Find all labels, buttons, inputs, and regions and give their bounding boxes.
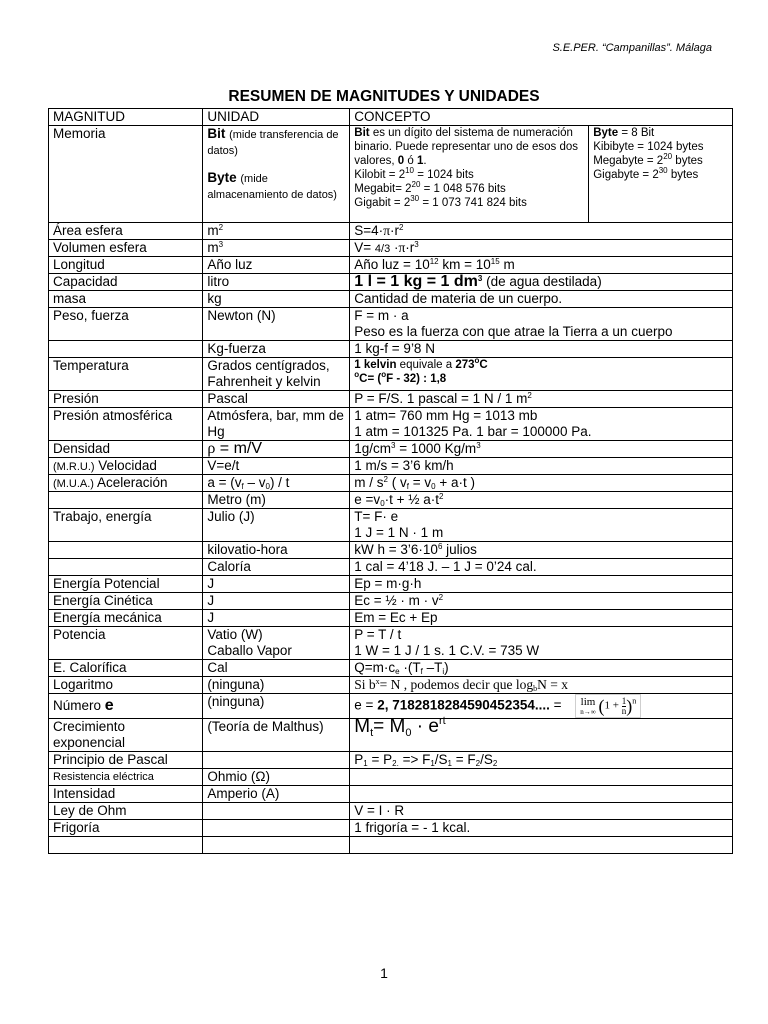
magnitude-cell: Resistencia eléctrica	[49, 769, 203, 786]
formula-text: 273	[455, 359, 475, 371]
table-row	[49, 240, 733, 257]
magnitude-cell	[49, 694, 203, 719]
unit-cell: Grados centígrados, Fahrenheit y kelvin	[203, 358, 350, 391]
unit-exp: 3	[218, 240, 224, 249]
table-row	[49, 752, 733, 769]
formula-text: = N , podemos decir que log	[379, 677, 534, 692]
concept-cell	[350, 358, 733, 391]
magnitude-cell	[49, 837, 203, 854]
unit-cell	[203, 803, 350, 820]
formula-sub: 2	[492, 759, 498, 768]
concept-one: 1	[416, 155, 424, 167]
magnitude-cell: Trabajo, energía	[49, 509, 203, 542]
formula-text: Ec = ½ · m · v	[354, 593, 439, 608]
concept-cell	[350, 408, 733, 441]
magnitude-cell: Memoria	[49, 126, 203, 223]
unit-cell: Pascal	[203, 391, 350, 408]
formula-text: =	[549, 697, 562, 713]
concept-cell	[350, 677, 733, 694]
formula-text: V=	[354, 240, 375, 255]
table-row	[49, 408, 733, 441]
table-row	[49, 257, 733, 274]
magnitude-cell: Principio de Pascal	[49, 752, 203, 769]
unit-cell: Kg-fuerza	[203, 341, 350, 358]
unit-cell: J	[203, 610, 350, 627]
megabit-exp: 20	[411, 180, 421, 189]
unit-cell: J	[203, 593, 350, 610]
unit-cell	[203, 441, 350, 458]
magnitude-cell: E. Calorífica	[49, 660, 203, 677]
unit-text: m	[207, 223, 219, 238]
formula-text: /S	[434, 752, 448, 767]
formula-text: m / s	[354, 475, 384, 490]
formula-text: = 1000 Kg/m	[395, 441, 477, 456]
table-row	[49, 559, 733, 576]
formula-text: (de agua destilada)	[482, 274, 602, 289]
table-row	[49, 769, 733, 786]
formula-text: kW h = 3’6·10	[354, 542, 438, 557]
formula-sub: 0	[380, 499, 385, 508]
formula-sub: 1	[430, 759, 435, 768]
formula-text: ·	[390, 240, 399, 255]
table-row	[49, 542, 733, 559]
formula-text: ·r	[390, 223, 400, 238]
magnitude-symbol-e: e	[104, 697, 114, 714]
formula-text: 1	[604, 699, 611, 712]
unit-cell: V=e/t	[203, 458, 350, 475]
concept-bit-definition: es un dígito del sistema de numeración binario. Puede representar uno de esos dos valores,	[354, 127, 579, 167]
formula-text: N = x	[537, 677, 569, 692]
formula-exp: x	[375, 677, 380, 686]
concept-cell: 1 cal = 4’18 J. – 1 J = 0’24 cal.	[350, 559, 733, 576]
concept-cell	[350, 542, 733, 559]
formula-exp: 3	[477, 274, 483, 283]
magnitude-cell: Densidad	[49, 441, 203, 458]
unit-cell: litro	[203, 274, 350, 291]
formula-text: 1 atm= 760 mm Hg = 1013 mb	[354, 408, 538, 423]
formula-sub: i	[442, 667, 445, 676]
formula-sub: t	[370, 727, 374, 739]
magnitude-text: Número	[53, 698, 105, 713]
formula-exp: 2	[527, 391, 532, 400]
concept-cell	[350, 769, 733, 786]
formula-text: e =v	[354, 492, 381, 507]
formula-text: M	[354, 716, 371, 737]
concept-zero: 0	[397, 155, 405, 167]
formula-text: 1 W = 1 J / 1 s. 1 C.V. = 735 W	[354, 643, 540, 658]
unit-cell: Ohmio (Ω)	[203, 769, 350, 786]
concept-cell	[350, 837, 733, 854]
table-row	[49, 291, 733, 308]
unit-cell: J	[203, 576, 350, 593]
magnitude-cell: Logaritmo	[49, 677, 203, 694]
formula-text: Año luz = 10	[354, 257, 430, 272]
magnitude-cell: Capacidad	[49, 274, 203, 291]
formula-text: )	[444, 660, 449, 675]
unit-cell: Julio (J)	[203, 509, 350, 542]
concept-cell	[350, 752, 733, 769]
formula-text: /S	[480, 752, 493, 767]
lim-text: lim	[580, 696, 596, 708]
formula-fraction: 4/3	[374, 243, 391, 255]
concept-cell	[350, 715, 733, 752]
megabit-value: = 1 048 576 bits	[420, 183, 506, 195]
table-row	[49, 223, 733, 240]
gigabit-value: = 1 073 741 824 bits	[419, 197, 527, 209]
malthus-formula	[354, 716, 445, 737]
formula-exp: n	[632, 696, 637, 706]
formula-text: F - 32) : 1,8	[386, 373, 447, 385]
magnitude-cell: Presión atmosférica	[49, 408, 203, 441]
concept-cell	[350, 274, 733, 291]
concept-cell	[350, 492, 733, 509]
megabyte-exp: 20	[663, 152, 673, 161]
formula-text: = P	[367, 752, 393, 767]
unit-bit: Bit	[207, 126, 226, 141]
formula-text: T= F· e	[354, 509, 399, 524]
table-row	[49, 627, 733, 660]
table-row	[49, 509, 733, 542]
magnitude-cell: masa	[49, 291, 203, 308]
gigabyte-label: Gigabyte = 2	[593, 169, 659, 181]
e-value: 2, 7182818284590452354....	[377, 697, 550, 713]
unit-cell	[203, 820, 350, 837]
formula-text: 1 atm = 101325 Pa. 1 bar = 100000 Pa.	[354, 424, 592, 439]
unit-cell	[203, 475, 350, 492]
concept-cell: 1 frigoría = - 1 kcal.	[350, 820, 733, 837]
table-row	[49, 475, 733, 492]
concept-cell	[350, 694, 733, 719]
table-row	[49, 677, 733, 694]
table-row	[49, 660, 733, 677]
gigabyte-exp: 30	[658, 166, 668, 175]
magnitude-cell: Potencia	[49, 627, 203, 660]
table-row	[49, 341, 733, 358]
unit-cell	[203, 223, 350, 240]
unit-cell	[203, 240, 350, 257]
column-header-magnitude: MAGNITUD	[49, 109, 203, 126]
table-row	[49, 786, 733, 803]
formula-text: ( v	[387, 475, 407, 490]
table-header-row	[49, 109, 733, 126]
formula-text: ·(T	[399, 660, 421, 675]
column-header-unit: UNIDAD	[203, 109, 350, 126]
formula-exp: 2	[438, 593, 444, 602]
formula-exp: 3	[414, 240, 419, 249]
table-row	[49, 694, 733, 719]
formula-sub: f	[406, 482, 409, 491]
table-row	[49, 576, 733, 593]
table-row	[49, 126, 733, 223]
formula-text: = M	[373, 716, 406, 737]
magnitude-cell: Presión	[49, 391, 203, 408]
gigabit-exp: 30	[410, 194, 420, 203]
concept-cell	[350, 660, 733, 677]
formula-text: ·r	[405, 240, 415, 255]
degree-symbol: o	[354, 370, 360, 379]
concept-cell: Cantidad de materia de un cuerpo.	[350, 291, 733, 308]
formula-sub: 0	[431, 482, 436, 491]
concept-cell	[350, 391, 733, 408]
magnitude-text: Aceleración	[93, 475, 168, 490]
kilobit-exp: 10	[405, 166, 415, 175]
magnitude-cell	[49, 341, 203, 358]
concept-cell	[350, 223, 733, 240]
formula-sub: 1	[447, 759, 452, 768]
table-row	[49, 441, 733, 458]
fraction-numerator: 1	[621, 695, 627, 706]
concept-cell	[350, 786, 733, 803]
formula-exp: 2	[439, 492, 444, 501]
limit-formula-image: lim n→∞ (1 + $\frac{1}{n}$ )$^n$	[575, 694, 641, 718]
extra-cell	[589, 126, 733, 223]
formula-text: = F	[452, 752, 476, 767]
byte-term: Byte	[593, 127, 619, 139]
header-school: S.E.PER. “Campanillas”. Málaga	[552, 42, 712, 54]
unit-cell: Amperio (A)	[203, 786, 350, 803]
unit-cell: Año luz	[203, 257, 350, 274]
unit-cell	[203, 752, 350, 769]
concept-bit-term: Bit	[354, 127, 370, 139]
concept-cell	[350, 593, 733, 610]
unit-text: ) / t	[269, 475, 290, 490]
formula-text: equivale a	[396, 359, 456, 371]
formula-text: = v	[408, 475, 432, 490]
formula-text: m	[499, 257, 515, 272]
kilobit-value: = 1024 bits	[414, 169, 474, 181]
formula-exp: 6	[437, 542, 443, 551]
magnitude-cell: Temperatura	[49, 358, 203, 391]
formula-exp: 2	[383, 475, 388, 484]
magnitude-cell: Crecimiento exponencial	[49, 719, 203, 752]
formula-exp: 3	[391, 441, 396, 450]
unit-cell	[203, 837, 350, 854]
table-row	[49, 358, 733, 391]
magnitude-cell: Energía Cinética	[49, 593, 203, 610]
unit-text: m	[207, 240, 219, 255]
magnitude-prefix: (M.R.U.)	[53, 461, 95, 473]
magnitude-cell	[49, 475, 203, 492]
formula-sub: e	[395, 667, 400, 676]
formula-text: · e	[411, 716, 439, 737]
unit-bit-note: (mide transferencia de datos)	[207, 129, 339, 157]
table-row	[49, 719, 733, 752]
magnitude-cell	[49, 559, 203, 576]
gigabit-label: Gigabit = 2	[354, 197, 411, 209]
formula-exp: 12	[429, 257, 439, 266]
magnitude-prefix: (M.U.A.)	[53, 478, 94, 490]
formula-text: 1 kelvin	[354, 359, 397, 371]
table-row	[49, 492, 733, 509]
formula-text: C= (	[359, 373, 382, 385]
formula-text: 1 J = 1 N · 1 m	[354, 525, 444, 540]
concept-cell	[350, 627, 733, 660]
formula-exp: 2	[399, 223, 404, 232]
table-row	[49, 803, 733, 820]
unit-sub: 0	[265, 482, 270, 491]
unit-text: a = (v	[207, 475, 242, 490]
formula-text: => F	[398, 752, 431, 767]
concept-cell: 1 m/s = 3’6 km/h	[350, 458, 733, 475]
lim-subscript: n→∞	[580, 708, 596, 716]
formula-sub: 0	[405, 727, 412, 739]
magnitude-cell: Longitud	[49, 257, 203, 274]
formula-sub: f	[420, 667, 423, 676]
formula-sub: b	[533, 684, 538, 693]
pi-symbol: π	[383, 223, 391, 238]
magnitude-cell: Área esfera	[49, 223, 203, 240]
unit-cell: (Teoría de Malthus)	[203, 719, 350, 752]
page-number: 1	[380, 965, 388, 981]
fraction-denominator: n	[621, 705, 627, 716]
unit-cell	[203, 627, 350, 660]
unit-cell: kg	[203, 291, 350, 308]
formula-text: P = F/S. 1 pascal = 1 N / 1 m	[354, 391, 528, 406]
magnitude-cell	[49, 542, 203, 559]
table-row	[49, 593, 733, 610]
concept-cell	[350, 475, 733, 492]
formula-text: C	[479, 359, 488, 371]
formula-text: julios	[442, 542, 477, 557]
megabyte-value: bytes	[672, 155, 703, 167]
unit-cell: (ninguna)	[203, 694, 350, 719]
table-row	[49, 820, 733, 837]
formula-exp: rt	[438, 715, 446, 727]
unit-cell	[203, 126, 350, 223]
table-row	[49, 391, 733, 408]
formula-text: P = T / t	[354, 627, 402, 642]
concept-cell: 1 kg-f = 9’8 N	[350, 341, 733, 358]
table-row	[49, 274, 733, 291]
magnitude-cell	[49, 492, 203, 509]
unit-sub: f	[241, 482, 244, 491]
unit-cell: Metro (m)	[203, 492, 350, 509]
degree-symbol: o	[474, 356, 480, 365]
formula-sub: 2.	[392, 759, 399, 768]
formula-text: + a·t )	[435, 475, 475, 490]
kilobit-label: Kilobit = 2	[354, 169, 406, 181]
rho-symbol: ρ	[207, 440, 216, 457]
concept-or: ó	[404, 155, 417, 167]
magnitude-cell: Energía Potencial	[49, 576, 203, 593]
concept-cell	[350, 308, 733, 341]
unit-cell: (ninguna)	[203, 677, 350, 694]
concept-cell: V = I · R	[350, 803, 733, 820]
limit-operator	[580, 696, 596, 716]
unit-exp: 2	[218, 223, 224, 232]
magnitude-cell	[49, 458, 203, 475]
unit-text: Vatio (W)	[207, 627, 263, 642]
concept-cell	[350, 509, 733, 542]
formula-text: Q=m·c	[354, 660, 396, 675]
formula-text: –T	[422, 660, 443, 675]
concept-cell	[350, 257, 733, 274]
formula-sub: 1	[363, 759, 368, 768]
formula-text: Peso es la fuerza con que atrae la Tierra a un cuerpo	[354, 324, 673, 339]
gigabyte-value: bytes	[667, 169, 699, 181]
magnitude-cell: Peso, fuerza	[49, 308, 203, 341]
formula-text: ·t + ½ a·t	[384, 492, 440, 507]
column-header-concept: CONCEPTO	[350, 109, 733, 126]
concept-cell: Ep = m·g·h	[350, 576, 733, 593]
formula-text: Si b	[354, 677, 376, 692]
formula-text: P	[354, 752, 364, 767]
table-row-empty	[49, 837, 733, 854]
magnitude-cell: Ley de Ohm	[49, 803, 203, 820]
formula-text: 1g/cm	[354, 441, 392, 456]
magnitude-cell: Frigoría	[49, 820, 203, 837]
unit-byte-note: (mide almacenamiento de datos)	[207, 173, 337, 201]
kibibyte-line: Kibibyte = 1024 bytes	[593, 141, 704, 153]
formula-text: km = 10	[438, 257, 491, 272]
megabyte-label: Megabyte = 2	[593, 155, 664, 167]
unit-cell: kilovatio-hora	[203, 542, 350, 559]
unit-cell: Newton (N)	[203, 308, 350, 341]
formula-text: 1 l = 1 kg = 1 dm	[354, 273, 478, 290]
table-row	[49, 458, 733, 475]
pi-symbol: π	[398, 240, 406, 255]
page-title: RESUMEN DE MAGNITUDES Y UNIDADES	[228, 88, 540, 105]
formula-exp: 3	[476, 441, 481, 450]
concept-cell: Em = Ec + Ep	[350, 610, 733, 627]
magnitude-cell: Intensidad	[49, 786, 203, 803]
unit-text: – v	[243, 475, 266, 490]
byte-value: = 8 Bit	[618, 127, 655, 139]
unit-text: Caballo Vapor	[207, 643, 292, 658]
table-row	[49, 308, 733, 341]
concept-cell	[350, 126, 589, 223]
table-row	[49, 610, 733, 627]
units-table	[48, 108, 733, 854]
concept-dot: .	[423, 155, 427, 167]
formula-text: F = m · a	[354, 308, 409, 323]
formula-exp: 15	[490, 257, 500, 266]
magnitude-text: Velocidad	[94, 458, 157, 473]
degree-symbol: o	[381, 370, 387, 379]
unit-text: = m/V	[215, 440, 263, 457]
magnitude-cell: Energía mecánica	[49, 610, 203, 627]
concept-cell	[350, 240, 733, 257]
unit-cell: Caloría	[203, 559, 350, 576]
unit-cell: Atmósfera, bar, mm de Hg	[203, 408, 350, 441]
formula-text: S=4·	[354, 223, 384, 238]
concept-cell	[350, 441, 733, 458]
unit-byte: Byte	[207, 170, 237, 185]
formula-sub: 2	[475, 759, 481, 768]
formula-text: e =	[354, 697, 378, 713]
magnitude-cell: Volumen esfera	[49, 240, 203, 257]
formula-text: +	[610, 699, 622, 712]
unit-cell: Cal	[203, 660, 350, 677]
megabit-label: Megabit= 2	[354, 183, 412, 195]
